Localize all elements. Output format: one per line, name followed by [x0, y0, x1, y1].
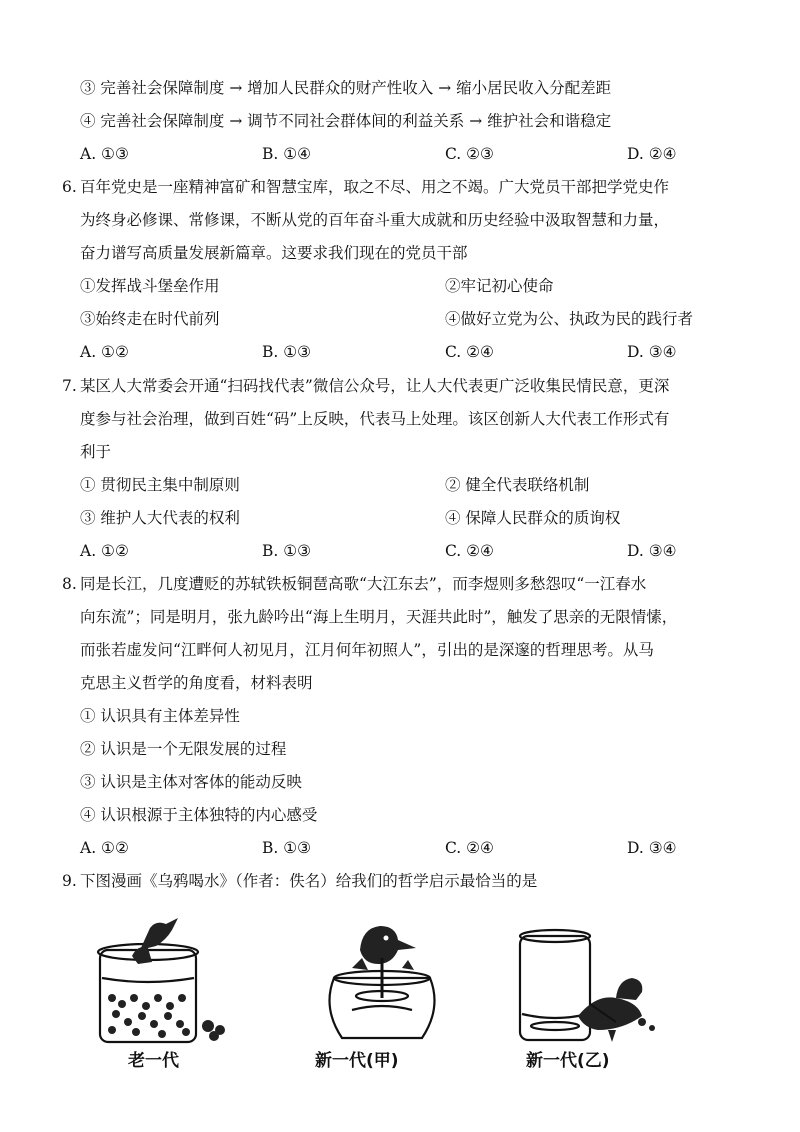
q8-statement-1: ① 认识具有主体差异性: [80, 707, 240, 725]
q5-statement-4: ④ 完善社会保障制度 → 调节不同社会群体间的利益关系 → 维护社会和谐稳定: [80, 112, 612, 130]
q7-statement-4: ④ 保障人民群众的质询权: [445, 509, 621, 527]
caption-new-generation-b: 新一代(乙): [526, 1051, 610, 1071]
q8-choice-d: D. ③④: [627, 839, 677, 857]
caption-old-generation: 老一代: [128, 1051, 179, 1071]
q6-stem-line-3: 奋力谱写高质量发展新篇章。这要求我们现在的党员干部: [80, 244, 468, 262]
q5-choice-a: A. ①③: [80, 145, 129, 163]
q8-stem-line-1: 同是长江，几度遭贬的苏轼铁板铜琶高歌“大江东去”，而李煜则多愁怨叹“一江春水: [80, 575, 647, 593]
cartoon-old-generation: [92, 918, 242, 1048]
q6-stem-line-2: 为终身必修课、常修课，不断从党的百年奋斗重大成就和历史经验中汲取智慧和力量，: [80, 211, 670, 229]
q8-choice-c: C. ②④: [445, 839, 494, 857]
q5-statement-3: ③ 完善社会保障制度 → 增加人民群众的财产性收入 → 缩小居民收入分配差距: [80, 79, 612, 97]
q7-statement-3: ③ 维护人大代表的权利: [80, 509, 240, 527]
q6-stem-line-1: 百年党史是一座精神富矿和智慧宝库，取之不尽、用之不竭。广大党员干部把学党史作: [80, 178, 670, 196]
q8-number: 8.: [62, 575, 77, 593]
q7-stem-line-3: 利于: [80, 443, 112, 461]
q7-statement-2: ② 健全代表联络机制: [445, 476, 590, 494]
q6-statement-3: ③始终走在时代前列: [80, 310, 220, 328]
q8-stem-line-2: 向东流”；同是明月，张九龄吟出“海上生明月，天涯共此时”，触发了思亲的无限情愫，: [80, 608, 678, 626]
q7-stem-line-2: 度参与社会治理，做到百姓“码”上反映，代表马上处理。该区创新人大代表工作形式有: [80, 410, 670, 428]
q8-statement-2: ② 认识是一个无限发展的过程: [80, 740, 287, 758]
q7-choice-b: B. ①③: [262, 542, 312, 560]
q7-statement-1: ① 贯彻民主集中制原则: [80, 476, 240, 494]
q7-choice-a: A. ①②: [80, 542, 129, 560]
cartoon-new-generation-a: [312, 918, 452, 1048]
q9-number: 9.: [62, 872, 77, 890]
caption-new-generation-a: 新一代(甲): [315, 1051, 399, 1071]
q8-choice-b: B. ①③: [262, 839, 312, 857]
q8-choice-a: A. ①②: [80, 839, 129, 857]
q8-stem-line-4: 克思主义哲学的角度看，材料表明: [80, 674, 313, 692]
q6-choice-b: B. ①③: [262, 343, 312, 361]
q9-stem: 下图漫画《乌鸦喝水》（作者：佚名）给我们的哲学启示最恰当的是: [80, 872, 538, 890]
q7-choice-c: C. ②④: [445, 542, 494, 560]
q7-number: 7.: [62, 377, 77, 395]
q7-stem-line-1: 某区人大常委会开通“扫码找代表”微信公众号，让人大代表更广泛收集民情民意，更深: [80, 377, 670, 395]
q6-statement-1: ①发挥战斗堡垒作用: [80, 277, 220, 295]
q5-choice-c: C. ②③: [445, 145, 494, 163]
q6-statement-4: ④做好立党为公、执政为民的践行者: [445, 310, 694, 328]
q7-choice-d: D. ③④: [627, 542, 677, 560]
q8-statement-4: ④ 认识根源于主体独特的内心感受: [80, 806, 318, 824]
q8-stem-line-3: 而张若虚发问“江畔何人初见月，江月何年初照人”，引出的是深邃的哲理思考。从马: [80, 641, 654, 659]
q6-number: 6.: [62, 178, 77, 196]
q6-choice-c: C. ②④: [445, 343, 494, 361]
q8-statement-3: ③ 认识是主体对客体的能动反映: [80, 773, 302, 791]
q5-choice-b: B. ①④: [262, 145, 312, 163]
q6-statement-2: ②牢记初心使命: [445, 277, 554, 295]
q6-choice-d: D. ③④: [627, 343, 677, 361]
q5-choice-d: D. ②④: [627, 145, 677, 163]
cartoon-new-generation-b: [512, 918, 672, 1048]
q6-choice-a: A. ①②: [80, 343, 129, 361]
